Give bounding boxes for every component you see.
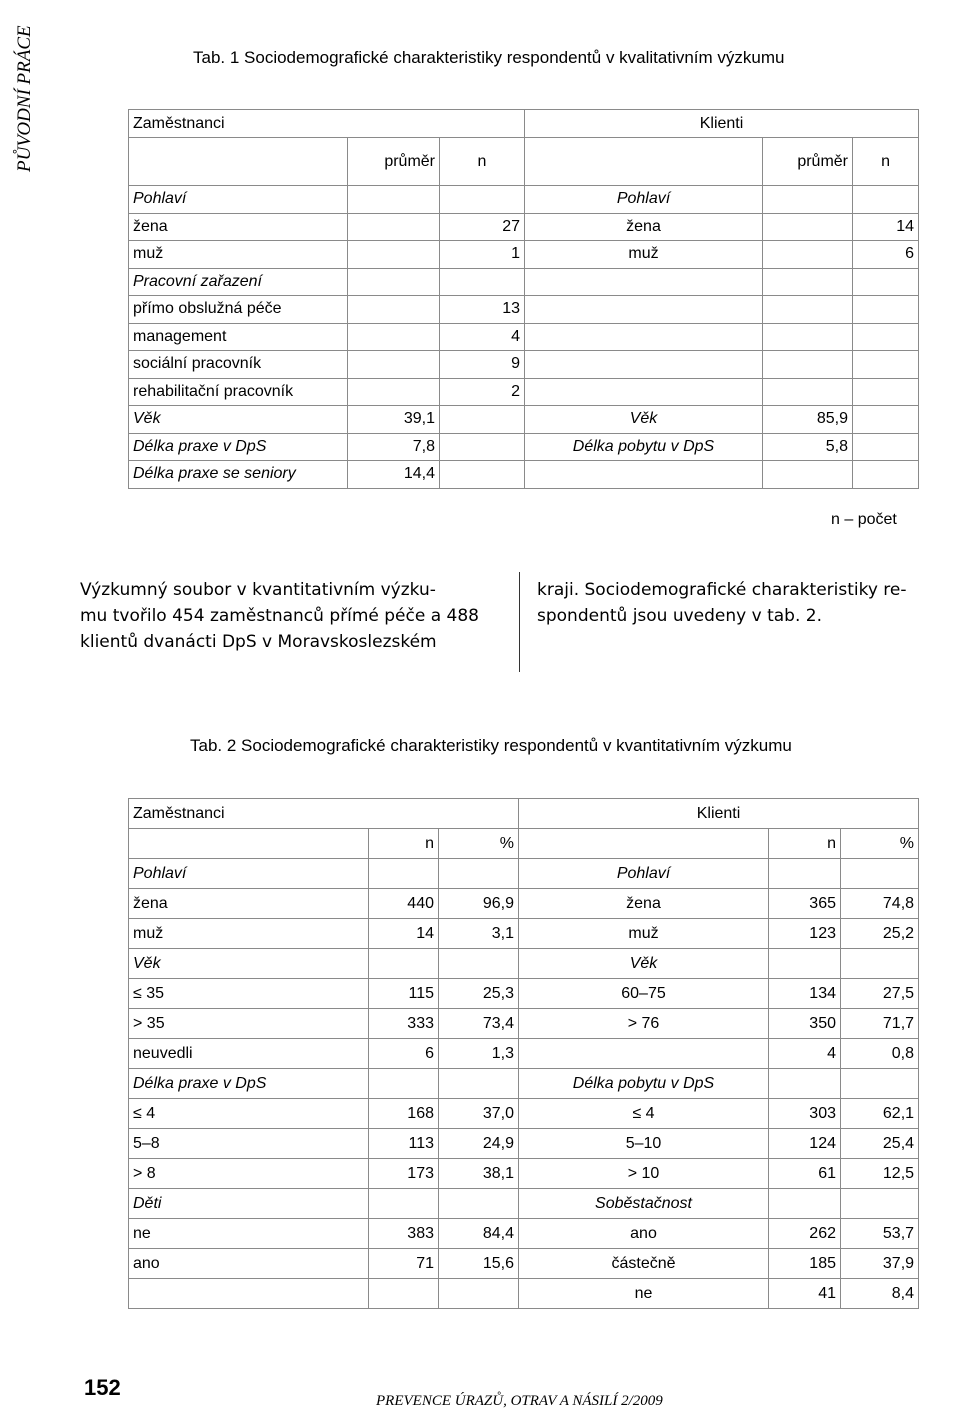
table2 <box>128 798 919 1309</box>
table-cell <box>348 296 440 324</box>
table-cell: 5,8 <box>763 433 853 461</box>
table-row <box>129 949 919 979</box>
table-cell: 13 <box>440 296 525 324</box>
table-row <box>129 1279 919 1309</box>
table-cell: Věk <box>129 949 369 979</box>
table1-caption: Tab. 1 Sociodemografické charakteristiky respondentů v kvalitativním výzkumu <box>193 48 785 67</box>
table-row <box>129 241 919 269</box>
table-cell: 262 <box>769 1219 841 1249</box>
table-cell: 27,5 <box>841 979 919 1009</box>
table-cell: 6 <box>369 1039 439 1069</box>
table-row <box>129 433 919 461</box>
table-cell: žena <box>129 889 369 919</box>
table-cell: žena <box>519 889 769 919</box>
page-number: 152 <box>84 1375 121 1400</box>
table-cell <box>369 1279 439 1309</box>
table-cell: muž <box>525 241 763 269</box>
table-cell: 71,7 <box>841 1009 919 1039</box>
table-cell: 168 <box>369 1099 439 1129</box>
table-cell: neuvedli <box>129 1039 369 1069</box>
table-cell: Věk <box>525 406 763 434</box>
table-cell <box>369 1189 439 1219</box>
table-cell: Děti <box>129 1189 369 1219</box>
table-cell: 37,0 <box>439 1099 519 1129</box>
table-cell: > 35 <box>129 1009 369 1039</box>
table-cell <box>769 859 841 889</box>
table-cell <box>853 378 919 406</box>
table-cell: Soběstačnost <box>519 1189 769 1219</box>
table-cell: částečně <box>519 1249 769 1279</box>
table-cell <box>853 268 919 296</box>
table-row <box>129 1129 919 1159</box>
table-cell: Délka praxe v DpS <box>129 433 348 461</box>
table-cell <box>348 241 440 269</box>
table-cell: 96,9 <box>439 889 519 919</box>
table-cell: 14,4 <box>348 461 440 489</box>
table-cell: ≤ 4 <box>519 1099 769 1129</box>
table-cell: 8,4 <box>841 1279 919 1309</box>
table-cell: ano <box>129 1249 369 1279</box>
table-cell: 14 <box>369 919 439 949</box>
table-cell: 27 <box>440 213 525 241</box>
table-cell: Délka praxe v DpS <box>129 1069 369 1099</box>
table-cell: 173 <box>369 1159 439 1189</box>
table-row <box>129 859 919 889</box>
table-cell: 25,2 <box>841 919 919 949</box>
table-cell <box>769 949 841 979</box>
table-cell: 5–8 <box>129 1129 369 1159</box>
section-label: PŮVODNÍ PRÁCE <box>14 25 35 172</box>
table-cell <box>763 378 853 406</box>
table-cell: 134 <box>769 979 841 1009</box>
table-cell: 24,9 <box>439 1129 519 1159</box>
table-cell <box>369 949 439 979</box>
table-cell: 4 <box>440 323 525 351</box>
table-cell: rehabilitační pracovník <box>129 378 348 406</box>
table-cell: ≤ 35 <box>129 979 369 1009</box>
table-cell <box>439 949 519 979</box>
table-row <box>129 1249 919 1279</box>
table-cell <box>439 1189 519 1219</box>
table-cell: 113 <box>369 1129 439 1159</box>
table-cell <box>440 186 525 214</box>
table-cell <box>348 186 440 214</box>
table-row <box>129 461 919 489</box>
table-row <box>129 979 919 1009</box>
table-cell <box>369 859 439 889</box>
table-cell: Délka pobytu v DpS <box>525 433 763 461</box>
table-cell <box>763 186 853 214</box>
table-cell: 3,1 <box>439 919 519 949</box>
table-cell: 124 <box>769 1129 841 1159</box>
table-cell: Věk <box>129 406 348 434</box>
table-cell <box>763 461 853 489</box>
table-cell <box>348 378 440 406</box>
table-cell <box>841 949 919 979</box>
table-cell: 74,8 <box>841 889 919 919</box>
table-cell: 6 <box>853 241 919 269</box>
table-cell <box>525 296 763 324</box>
table-cell: muž <box>129 241 348 269</box>
table-cell: žena <box>129 213 348 241</box>
table-cell <box>841 1189 919 1219</box>
table1-employees-header: Zaměstnanci <box>129 110 525 138</box>
table-cell: 14 <box>853 213 919 241</box>
table-cell: 333 <box>369 1009 439 1039</box>
table-cell <box>841 1069 919 1099</box>
table-row <box>129 323 919 351</box>
table-row <box>129 919 919 949</box>
table-cell <box>348 213 440 241</box>
table-cell <box>763 268 853 296</box>
table-cell <box>763 213 853 241</box>
table-cell <box>348 351 440 379</box>
table-cell <box>519 1039 769 1069</box>
table-cell <box>440 268 525 296</box>
table-cell: management <box>129 323 348 351</box>
table-row <box>129 1219 919 1249</box>
table-cell: Pohlaví <box>519 859 769 889</box>
table-cell: 12,5 <box>841 1159 919 1189</box>
table-cell: 9 <box>440 351 525 379</box>
table-cell <box>440 433 525 461</box>
table2-caption: Tab. 2 Sociodemografické charakteristiky respondentů v kvantitativním výzkumu <box>190 736 792 755</box>
body-line: kraji. Sociodemografické charakteristiky re- <box>537 580 907 600</box>
table2-col-n: n <box>369 829 439 859</box>
body-text-right <box>537 577 957 629</box>
table-cell <box>841 859 919 889</box>
table-cell: > 8 <box>129 1159 369 1189</box>
table-cell <box>763 296 853 324</box>
table-cell: Délka pobytu v DpS <box>519 1069 769 1099</box>
table-cell: 1 <box>440 241 525 269</box>
table-row <box>129 889 919 919</box>
table-cell: 73,4 <box>439 1009 519 1039</box>
table-cell <box>853 433 919 461</box>
table-cell: Pohlaví <box>129 186 348 214</box>
table-cell <box>369 1069 439 1099</box>
table-cell: 25,4 <box>841 1129 919 1159</box>
table-cell <box>769 1069 841 1099</box>
table-cell <box>525 268 763 296</box>
table-cell: Pracovní zařazení <box>129 268 348 296</box>
table1-clients-header: Klienti <box>525 110 919 138</box>
table-cell: muž <box>129 919 369 949</box>
table-cell <box>348 268 440 296</box>
table-cell: 365 <box>769 889 841 919</box>
table-cell: muž <box>519 919 769 949</box>
table-cell <box>439 859 519 889</box>
table-cell: 1,3 <box>439 1039 519 1069</box>
table-cell: 0,8 <box>841 1039 919 1069</box>
table-row <box>129 296 919 324</box>
table1-col-avg: průměr <box>348 138 440 186</box>
table-cell: ≤ 4 <box>129 1099 369 1129</box>
table-row <box>129 1009 919 1039</box>
table-cell: 185 <box>769 1249 841 1279</box>
table2-col-pct: % <box>439 829 519 859</box>
table1-col-avg-clients: průměr <box>763 138 853 186</box>
table-row <box>129 406 919 434</box>
table-row <box>129 1159 919 1189</box>
table-cell: 85,9 <box>763 406 853 434</box>
table-cell <box>525 378 763 406</box>
table-cell: 60–75 <box>519 979 769 1009</box>
table-cell: Pohlaví <box>129 859 369 889</box>
table-cell: 53,7 <box>841 1219 919 1249</box>
table-cell: 383 <box>369 1219 439 1249</box>
table-cell: 303 <box>769 1099 841 1129</box>
table2-col-n-clients: n <box>769 829 841 859</box>
table-cell: Pohlaví <box>525 186 763 214</box>
table-row <box>129 213 919 241</box>
table-row <box>129 268 919 296</box>
table-cell: 61 <box>769 1159 841 1189</box>
table-cell <box>129 1279 369 1309</box>
table1 <box>128 109 919 489</box>
table-cell: 2 <box>440 378 525 406</box>
table-cell: 62,1 <box>841 1099 919 1129</box>
table-row <box>129 1099 919 1129</box>
table-row <box>129 378 919 406</box>
table-cell: 37,9 <box>841 1249 919 1279</box>
table-row <box>129 186 919 214</box>
table-cell <box>853 406 919 434</box>
table-row <box>129 1189 919 1219</box>
table-cell <box>440 461 525 489</box>
table-cell <box>440 406 525 434</box>
table-row <box>129 351 919 379</box>
table-cell: 440 <box>369 889 439 919</box>
table-row <box>129 1039 919 1069</box>
table-cell <box>763 241 853 269</box>
body-line: spondentů jsou uvedeny v tab. 2. <box>537 606 822 626</box>
table-cell <box>763 351 853 379</box>
table1-col-n-clients: n <box>853 138 919 186</box>
table-cell: ne <box>519 1279 769 1309</box>
table-cell: 350 <box>769 1009 841 1039</box>
table-cell <box>525 461 763 489</box>
table-cell <box>439 1279 519 1309</box>
body-line: klientů dvanácti DpS v Moravskoslezském <box>80 632 437 652</box>
column-divider <box>519 572 520 672</box>
table-cell <box>439 1069 519 1099</box>
table2-employees-header: Zaměstnanci <box>129 799 519 829</box>
table-cell: 38,1 <box>439 1159 519 1189</box>
table1-note: n – počet <box>831 511 897 528</box>
table-cell <box>853 351 919 379</box>
table-cell: 41 <box>769 1279 841 1309</box>
table-cell: 123 <box>769 919 841 949</box>
table-cell <box>853 461 919 489</box>
table-cell: > 76 <box>519 1009 769 1039</box>
table-cell: sociální pracovník <box>129 351 348 379</box>
table-cell: 25,3 <box>439 979 519 1009</box>
table-row <box>129 1069 919 1099</box>
table-cell: přímo obslužná péče <box>129 296 348 324</box>
table-cell: ano <box>519 1219 769 1249</box>
table-cell: 4 <box>769 1039 841 1069</box>
table-cell: 115 <box>369 979 439 1009</box>
body-line: mu tvořilo 454 zaměstnanců přímé péče a 488 <box>80 606 479 626</box>
table2-col-pct-clients: % <box>841 829 919 859</box>
table-cell: Délka praxe se seniory <box>129 461 348 489</box>
table-cell: žena <box>525 213 763 241</box>
table-cell: 5–10 <box>519 1129 769 1159</box>
table-cell <box>853 186 919 214</box>
body-line: Výzkumný soubor v kvantitativním výzku- <box>80 580 436 600</box>
table-cell <box>769 1189 841 1219</box>
table-cell <box>763 323 853 351</box>
table-cell <box>348 323 440 351</box>
table-cell: 39,1 <box>348 406 440 434</box>
table-cell <box>853 323 919 351</box>
table-cell: 7,8 <box>348 433 440 461</box>
table-cell <box>525 323 763 351</box>
journal-footer: PREVENCE ÚRAZŮ, OTRAV A NÁSILÍ 2/2009 <box>376 1393 663 1409</box>
table-cell: 15,6 <box>439 1249 519 1279</box>
table-cell: > 10 <box>519 1159 769 1189</box>
table2-clients-header: Klienti <box>519 799 919 829</box>
table1-col-n: n <box>440 138 525 186</box>
table-cell: 84,4 <box>439 1219 519 1249</box>
table-cell <box>853 296 919 324</box>
table-cell: ne <box>129 1219 369 1249</box>
body-text-left <box>80 577 504 655</box>
table-cell: Věk <box>519 949 769 979</box>
table-cell <box>525 351 763 379</box>
table-cell: 71 <box>369 1249 439 1279</box>
